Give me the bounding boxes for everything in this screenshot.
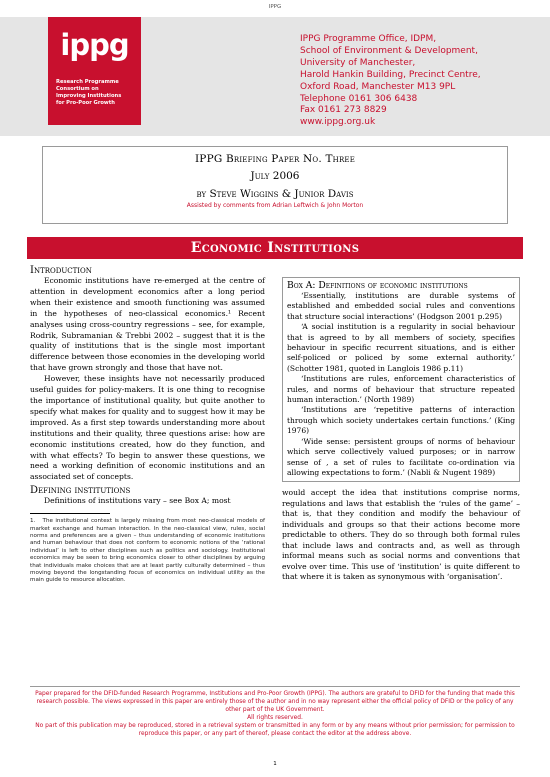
left-column: [30, 265, 265, 585]
paper-acknowledgement: Assisted by comments from Adrian Leftwich & John Morton: [186, 202, 364, 209]
paper-series: IPPG Briefing Paper No. Three: [194, 153, 356, 165]
address-line: Harold Hankin Building, Precinct Centre,: [300, 69, 481, 80]
logo-tagline-line: Improving Institutions: [56, 93, 122, 99]
address-line: School of Environment & Development,: [300, 45, 478, 56]
telephone: Telephone 0161 306 6438: [300, 93, 418, 104]
box-a-title: Box A: Definitions of economic institutions: [287, 280, 468, 291]
defining-heading: Defining institutions: [30, 485, 131, 497]
running-header: IPPG: [268, 4, 282, 10]
title-box: [42, 146, 508, 224]
address-line: University of Manchester,: [300, 57, 416, 68]
intro-paragraph: However, these insights have not necessarily produced useful guides for policy-makers. It is one thing to recognise the importance of institutional quality, but quite another to specify what makes for quality and to suggest how it may be improved. As a first step towards understanding more about institutions and their quality, three questions arise: how are economic institutions created, how do they function, and with what effects? To begin to answer these questions, we need a working definition of economic institutions and an associated set of concepts.: [30, 374, 265, 482]
box-a-definition: ‘Wide sense: persistent groups of norms of behaviour which serve collectively valued purposes; or in narrow sense of , a set of rules to facilitate co-ordination via allowing expectations to form.’ (Nabli & Nugent 1989): [287, 436, 515, 477]
logo-tagline-line: Research Programme: [56, 79, 119, 85]
box-a-definitions: [282, 277, 520, 482]
fax: Fax 0161 273 8829: [300, 105, 387, 116]
footer-rights: All rights reserved.: [247, 715, 303, 721]
website-link[interactable]: www.ippg.org.uk: [300, 117, 376, 128]
paper-authors: by Steve Wiggins & Junior Davis: [196, 188, 354, 200]
page-number: 1: [273, 761, 277, 767]
ippg-logo: [48, 17, 141, 125]
intro-heading: Introduction: [30, 265, 92, 276]
paper-date: July 2006: [250, 170, 300, 182]
logo-tagline-line: for Pro-Poor Growth: [56, 100, 115, 106]
footer-divider: [30, 686, 520, 687]
box-a-definition: ‘Institutions are ‘repetitive patterns of interaction through which society undertakes certain functions.’ (King 1976): [287, 405, 515, 436]
footer-notice: [28, 690, 522, 738]
right-column: [282, 277, 520, 583]
office-address: [300, 34, 540, 129]
section-title: Economic Institutions: [27, 237, 523, 259]
box-a-definition: ‘A social institution is a regularity in social behaviour that is agreed to by all members of society, specifies behaviour in specific recurrent situations, and is either self-policed or policed by some external authority.’ (Schotter 1981, quoted in Langlois 1986 p.11): [287, 322, 515, 373]
box-a-definition: ‘Essentially, institutions are durable systems of established and embedded social rules and conventions that structure social interactions’ (Hodgson 2001 p.295): [287, 291, 515, 321]
defining-continuation: would accept the idea that institutions comprise norms, regulations and laws that establish the ‘rules of the game’ – that is, that they condition and modify the behaviour of individuals and groups so that their actions become more predictable to others. They do so through both formal rules that include laws and contracts and, as well as through informal means such as social norms and conventions that evolve over time. This use of ‘institution’ is quite different to that where it is taken as synonymous with ‘organisation’.: [282, 488, 520, 582]
logo-wordmark: ippg: [60, 28, 129, 62]
defining-paragraph: Definitions of institutions vary – see Box A; most: [44, 496, 231, 506]
footer-reproduction-note: No part of this publication may be reproduced, stored in a retrieval system or transmitted in any form or by any means without prior permission; for permission to reproduce this paper, or any part of thereof, please contact the editor at the address above.: [35, 723, 515, 737]
box-a-definition: ‘Institutions are rules, enforcement characteristics of rules, and norms of behaviour that structure repeated human interaction.’ (North 1989): [287, 374, 515, 405]
address-line: IPPG Programme Office, IDPM,: [300, 34, 437, 44]
intro-paragraph: Economic institutions have re-emerged at the centre of attention in development economics after a long period when their existence and smooth functioning was assumed in the hypotheses of neo-classical economics.¹ Recent analyses using cross-country regressions – see, for example, Rodrik, Subramanian & Trebbi 2002 – suggest that it is the quality of institutions that is the single most important difference between those economies in the developing world that have grown strongly and those that have not.: [30, 276, 265, 373]
address-line: Oxford Road, Manchester M13 9PL: [300, 81, 456, 92]
footnote: 1. The institutional context is largely missing from most neo-classical models of market exchange and human interaction. In the neo-classical view, rules, social norms and preferences are a given – thus understanding of economic institutions and human behaviour that does not conform to economic notions of the ‘rational individual’ is left to other disciplines such as politics and sociology. Institutional economics may be seen to bring economics closer to other disciplines by arguing that individuals make choices that are at least partly culturally determined – thus moving beyond the longstanding focus of economics on individual utility as the main guide to resource allocation.: [30, 518, 265, 584]
logo-tagline: [56, 79, 136, 107]
footnote-divider: [30, 513, 110, 514]
logo-tagline-line: Consortium on: [56, 86, 99, 92]
footer-funding-note: Paper prepared for the DFID-funded Research Programme, Institutions and Pro-Poor Growth (IPPG). The authors are grateful to DFID for the funding that made this research possible. The views expressed in this paper are entirely those of the author and in no way represent either the official policy of DFID or the policy of any other part of the UK Government.: [35, 691, 515, 713]
